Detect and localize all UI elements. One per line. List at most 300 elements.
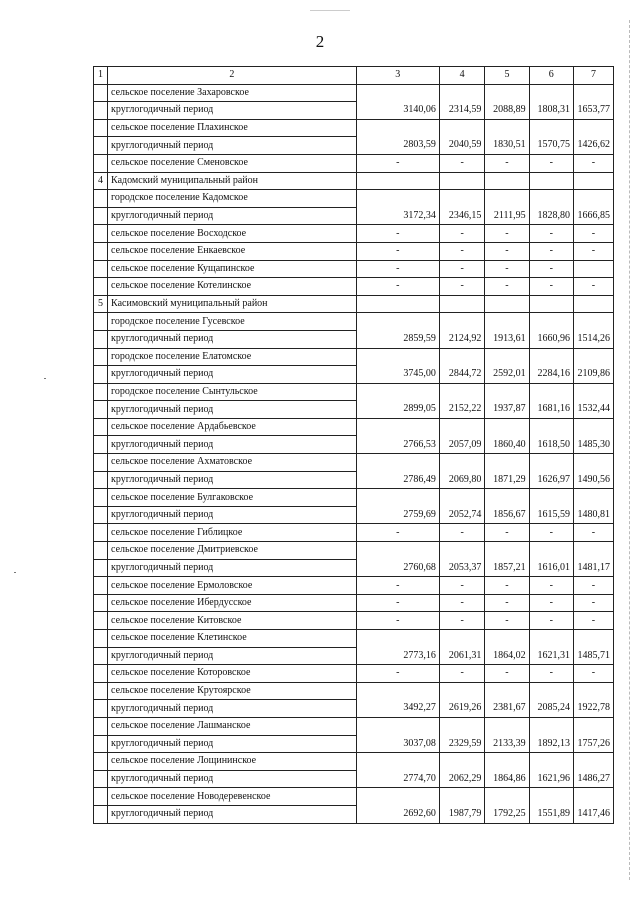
row-number-cell [94, 700, 108, 718]
row-label-cell: круглогодичный период [108, 735, 357, 753]
table-row [94, 436, 614, 454]
row-label-cell: сельское поселение Новодеревенское [108, 788, 357, 806]
row-label-cell: городское поселение Елатомское [108, 348, 357, 366]
empty-cell [356, 383, 439, 401]
value-cell: 1417,46 [573, 805, 613, 823]
value-cell: 1660,96 [529, 330, 573, 348]
table-row [94, 348, 614, 366]
value-cell: - [439, 594, 484, 612]
value-cell: 2692,60 [356, 805, 439, 823]
row-number-cell [94, 577, 108, 595]
table-row [94, 154, 614, 172]
value-cell: - [485, 260, 529, 278]
empty-cell [439, 313, 484, 331]
row-number-cell [94, 84, 108, 102]
value-cell: - [439, 612, 484, 630]
empty-cell [485, 717, 529, 735]
empty-cell [356, 454, 439, 472]
value-cell: - [573, 524, 613, 542]
value-cell: 1514,26 [573, 330, 613, 348]
table-row [94, 612, 614, 630]
empty-cell [529, 753, 573, 771]
empty-cell [529, 190, 573, 208]
empty-cell [573, 489, 613, 507]
empty-cell [485, 295, 529, 313]
scan-edge-line [628, 20, 630, 880]
value-cell: - [529, 665, 573, 683]
empty-cell [485, 119, 529, 137]
empty-cell [573, 84, 613, 102]
value-cell: - [573, 154, 613, 172]
value-cell: - [573, 278, 613, 296]
row-label-cell: круглогодичный период [108, 770, 357, 788]
value-cell: - [529, 278, 573, 296]
value-cell: 1857,21 [485, 559, 529, 577]
value-cell: - [529, 154, 573, 172]
table-row [94, 559, 614, 577]
value-cell: 1871,29 [485, 471, 529, 489]
value-cell: - [356, 665, 439, 683]
empty-cell [356, 682, 439, 700]
table-row [94, 207, 614, 225]
empty-cell [573, 717, 613, 735]
value-cell: 1987,79 [439, 805, 484, 823]
row-number-cell [94, 278, 108, 296]
value-cell: 2314,59 [439, 102, 484, 120]
header-cell: 2 [108, 67, 357, 85]
row-label-cell: Касимовский муниципальный район [108, 295, 357, 313]
header-cell: 7 [573, 67, 613, 85]
empty-cell [485, 753, 529, 771]
value-cell: - [356, 242, 439, 260]
table-row [94, 119, 614, 137]
empty-cell [485, 630, 529, 648]
table-row [94, 366, 614, 384]
value-cell: 2111,95 [485, 207, 529, 225]
row-number-cell [94, 119, 108, 137]
scan-speck [44, 378, 46, 379]
value-cell: - [485, 612, 529, 630]
row-number-cell [94, 612, 108, 630]
row-number-cell [94, 330, 108, 348]
table-row [94, 383, 614, 401]
empty-cell [439, 295, 484, 313]
empty-cell [439, 383, 484, 401]
scan-speck [14, 572, 16, 573]
value-cell: - [439, 278, 484, 296]
empty-cell [356, 788, 439, 806]
value-cell: 2152,22 [439, 401, 484, 419]
value-cell: 1864,02 [485, 647, 529, 665]
header-cell: 5 [485, 67, 529, 85]
row-label-cell: круглогодичный период [108, 559, 357, 577]
empty-cell [356, 717, 439, 735]
row-label-cell: сельское поселение Лашманское [108, 717, 357, 735]
table-row [94, 313, 614, 331]
empty-cell [356, 84, 439, 102]
value-cell: 1681,16 [529, 401, 573, 419]
value-cell: - [529, 225, 573, 243]
value-cell: - [356, 577, 439, 595]
row-label-cell: круглогодичный период [108, 102, 357, 120]
empty-cell [439, 489, 484, 507]
empty-cell [485, 418, 529, 436]
value-cell: - [439, 242, 484, 260]
row-number-cell [94, 542, 108, 560]
value-cell: - [573, 612, 613, 630]
value-cell: 2766,53 [356, 436, 439, 454]
value-cell: 1937,87 [485, 401, 529, 419]
value-cell: - [485, 242, 529, 260]
value-cell: 2774,70 [356, 770, 439, 788]
row-label-cell: сельское поселение Дмитриевское [108, 542, 357, 560]
empty-cell [529, 418, 573, 436]
table-row [94, 260, 614, 278]
empty-cell [485, 190, 529, 208]
row-label-cell: городское поселение Сынтульское [108, 383, 357, 401]
empty-cell [485, 542, 529, 560]
table-row [94, 630, 614, 648]
table-row [94, 805, 614, 823]
value-cell: 1551,89 [529, 805, 573, 823]
value-cell: 1486,27 [573, 770, 613, 788]
empty-cell [439, 682, 484, 700]
value-cell: - [439, 577, 484, 595]
value-cell: - [485, 225, 529, 243]
row-number-cell [94, 190, 108, 208]
tariff-table [93, 66, 614, 824]
value-cell: - [439, 260, 484, 278]
empty-cell [485, 682, 529, 700]
empty-cell [573, 542, 613, 560]
empty-cell [529, 348, 573, 366]
row-label-cell: круглогодичный период [108, 471, 357, 489]
value-cell: - [529, 577, 573, 595]
value-cell: - [485, 154, 529, 172]
empty-cell [485, 172, 529, 190]
row-number-cell [94, 753, 108, 771]
table-row [94, 137, 614, 155]
empty-cell [439, 717, 484, 735]
table-row [94, 330, 614, 348]
row-label-cell: сельское поселение Плахинское [108, 119, 357, 137]
value-cell: 2899,05 [356, 401, 439, 419]
table-row [94, 577, 614, 595]
empty-cell [439, 753, 484, 771]
table-header-row [94, 67, 614, 85]
value-cell: 1666,85 [573, 207, 613, 225]
value-cell: 2844,72 [439, 366, 484, 384]
empty-cell [529, 119, 573, 137]
table-row [94, 489, 614, 507]
row-number-cell [94, 717, 108, 735]
empty-cell [485, 348, 529, 366]
scan-speck [310, 10, 350, 11]
value-cell: 1615,59 [529, 506, 573, 524]
value-cell: 2124,92 [439, 330, 484, 348]
value-cell: 2284,16 [529, 366, 573, 384]
value-cell: 1892,13 [529, 735, 573, 753]
value-cell: - [356, 260, 439, 278]
value-cell: - [439, 225, 484, 243]
row-label-cell: сельское поселение Китовское [108, 612, 357, 630]
empty-cell [573, 753, 613, 771]
empty-cell [439, 190, 484, 208]
empty-cell [485, 313, 529, 331]
value-cell: 1830,51 [485, 137, 529, 155]
row-label-cell: круглогодичный период [108, 137, 357, 155]
value-cell: - [485, 278, 529, 296]
empty-cell [485, 383, 529, 401]
empty-cell [356, 348, 439, 366]
table-row [94, 418, 614, 436]
value-cell: - [529, 260, 573, 278]
value-cell: - [485, 665, 529, 683]
row-number-cell [94, 770, 108, 788]
value-cell: - [439, 665, 484, 683]
table-row [94, 102, 614, 120]
value-cell: - [485, 594, 529, 612]
table-row [94, 665, 614, 683]
row-label-cell: сельское поселение Булгаковское [108, 489, 357, 507]
empty-cell [529, 717, 573, 735]
value-cell: 1653,77 [573, 102, 613, 120]
empty-cell [529, 313, 573, 331]
empty-cell [356, 295, 439, 313]
value-cell: 1621,31 [529, 647, 573, 665]
row-label-cell: сельское поселение Захаровское [108, 84, 357, 102]
row-number-cell [94, 436, 108, 454]
empty-cell [356, 313, 439, 331]
row-number-cell [94, 735, 108, 753]
row-number-cell [94, 665, 108, 683]
row-label-cell: круглогодичный период [108, 207, 357, 225]
empty-cell [439, 454, 484, 472]
row-number-cell [94, 383, 108, 401]
empty-cell [439, 348, 484, 366]
empty-cell [356, 190, 439, 208]
table-row [94, 542, 614, 560]
empty-cell [529, 454, 573, 472]
row-label-cell: городское поселение Гусевское [108, 313, 357, 331]
empty-cell [573, 788, 613, 806]
page-number: 2 [315, 32, 325, 51]
table-row [94, 770, 614, 788]
value-cell: - [573, 594, 613, 612]
row-number-cell [94, 506, 108, 524]
row-number-cell: 5 [94, 295, 108, 313]
value-cell: - [356, 524, 439, 542]
empty-cell [573, 313, 613, 331]
row-number-cell [94, 102, 108, 120]
row-number-cell [94, 313, 108, 331]
value-cell: 2109,86 [573, 366, 613, 384]
value-cell: - [356, 225, 439, 243]
row-label-cell: круглогодичный период [108, 366, 357, 384]
empty-cell [573, 190, 613, 208]
row-number-cell [94, 682, 108, 700]
empty-cell [356, 489, 439, 507]
value-cell: 1792,25 [485, 805, 529, 823]
empty-cell [573, 630, 613, 648]
value-cell: 1616,01 [529, 559, 573, 577]
table-row [94, 454, 614, 472]
empty-cell [529, 84, 573, 102]
value-cell [573, 260, 613, 278]
value-cell: 1856,67 [485, 506, 529, 524]
value-cell: - [529, 594, 573, 612]
empty-cell [529, 788, 573, 806]
value-cell: - [356, 594, 439, 612]
value-cell: 1757,26 [573, 735, 613, 753]
row-label-cell: сельское поселение Крутоярское [108, 682, 357, 700]
empty-cell [573, 682, 613, 700]
value-cell: 3140,06 [356, 102, 439, 120]
header-cell: 3 [356, 67, 439, 85]
value-cell: 1864,86 [485, 770, 529, 788]
value-cell: 2346,15 [439, 207, 484, 225]
value-cell: 2062,29 [439, 770, 484, 788]
empty-cell [356, 753, 439, 771]
header-cell: 1 [94, 67, 108, 85]
value-cell: 1480,81 [573, 506, 613, 524]
empty-cell [439, 119, 484, 137]
value-cell: - [485, 577, 529, 595]
row-number-cell [94, 559, 108, 577]
empty-cell [529, 542, 573, 560]
value-cell: 2592,01 [485, 366, 529, 384]
value-cell: 2069,80 [439, 471, 484, 489]
row-label-cell: сельское поселение Сменовское [108, 154, 357, 172]
row-label-cell: сельское поселение Лощининское [108, 753, 357, 771]
row-label-cell: круглогодичный период [108, 436, 357, 454]
header-cell: 4 [439, 67, 484, 85]
table-row [94, 594, 614, 612]
value-cell: 2619,26 [439, 700, 484, 718]
empty-cell [573, 383, 613, 401]
value-cell: 1922,78 [573, 700, 613, 718]
empty-cell [439, 172, 484, 190]
value-cell: 2057,09 [439, 436, 484, 454]
row-label-cell: городское поселение Кадомское [108, 190, 357, 208]
table-row [94, 647, 614, 665]
empty-cell [529, 630, 573, 648]
header-cell: 6 [529, 67, 573, 85]
value-cell: - [356, 154, 439, 172]
value-cell: 1828,80 [529, 207, 573, 225]
value-cell: - [356, 278, 439, 296]
value-cell: - [573, 577, 613, 595]
value-cell: 3745,00 [356, 366, 439, 384]
empty-cell [573, 172, 613, 190]
value-cell: 2759,69 [356, 506, 439, 524]
empty-cell [356, 542, 439, 560]
value-cell: 1570,75 [529, 137, 573, 155]
row-number-cell [94, 207, 108, 225]
value-cell: 2040,59 [439, 137, 484, 155]
value-cell: - [439, 524, 484, 542]
empty-cell [573, 418, 613, 436]
empty-cell [485, 84, 529, 102]
value-cell: - [529, 612, 573, 630]
value-cell: 2052,74 [439, 506, 484, 524]
empty-cell [485, 489, 529, 507]
table-row [94, 753, 614, 771]
value-cell: 1485,30 [573, 436, 613, 454]
row-number-cell [94, 154, 108, 172]
value-cell: 3172,34 [356, 207, 439, 225]
row-number-cell [94, 524, 108, 542]
table-row [94, 735, 614, 753]
value-cell: 2859,59 [356, 330, 439, 348]
row-number-cell [94, 630, 108, 648]
value-cell: 2803,59 [356, 137, 439, 155]
empty-cell [529, 489, 573, 507]
row-label-cell: круглогодичный период [108, 401, 357, 419]
empty-cell [529, 172, 573, 190]
table-row [94, 295, 614, 313]
table-row [94, 682, 614, 700]
empty-cell [356, 119, 439, 137]
empty-cell [439, 542, 484, 560]
table-row [94, 190, 614, 208]
row-label-cell: сельское поселение Ермоловское [108, 577, 357, 595]
table-row [94, 700, 614, 718]
value-cell: 2088,89 [485, 102, 529, 120]
row-label-cell: сельское поселение Котелинское [108, 278, 357, 296]
value-cell: 2053,37 [439, 559, 484, 577]
value-cell: 2773,16 [356, 647, 439, 665]
value-cell: 2381,67 [485, 700, 529, 718]
empty-cell [573, 295, 613, 313]
empty-cell [485, 788, 529, 806]
empty-cell [356, 172, 439, 190]
empty-cell [573, 454, 613, 472]
value-cell: 1426,62 [573, 137, 613, 155]
row-number-cell [94, 348, 108, 366]
row-label-cell: сельское поселение Которовское [108, 665, 357, 683]
empty-cell [439, 418, 484, 436]
row-label-cell: сельское поселение Клетинское [108, 630, 357, 648]
row-number-cell [94, 788, 108, 806]
value-cell: - [485, 524, 529, 542]
empty-cell [529, 682, 573, 700]
value-cell: 2061,31 [439, 647, 484, 665]
row-number-cell [94, 418, 108, 436]
row-label-cell: круглогодичный период [108, 506, 357, 524]
empty-cell [356, 630, 439, 648]
row-label-cell: сельское поселение Енкаевское [108, 242, 357, 260]
row-number-cell [94, 471, 108, 489]
row-label-cell: сельское поселение Ибердусское [108, 594, 357, 612]
value-cell: 1481,17 [573, 559, 613, 577]
value-cell: 1913,61 [485, 330, 529, 348]
table-row [94, 471, 614, 489]
value-cell: 2085,24 [529, 700, 573, 718]
value-cell: 1808,31 [529, 102, 573, 120]
value-cell: 3492,27 [356, 700, 439, 718]
row-number-cell [94, 594, 108, 612]
row-number-cell [94, 366, 108, 384]
value-cell: 2329,59 [439, 735, 484, 753]
value-cell: 3037,08 [356, 735, 439, 753]
row-label-cell: круглогодичный период [108, 700, 357, 718]
empty-cell [439, 84, 484, 102]
value-cell: - [573, 225, 613, 243]
value-cell: 1626,97 [529, 471, 573, 489]
row-label-cell: круглогодичный период [108, 330, 357, 348]
table-row [94, 788, 614, 806]
